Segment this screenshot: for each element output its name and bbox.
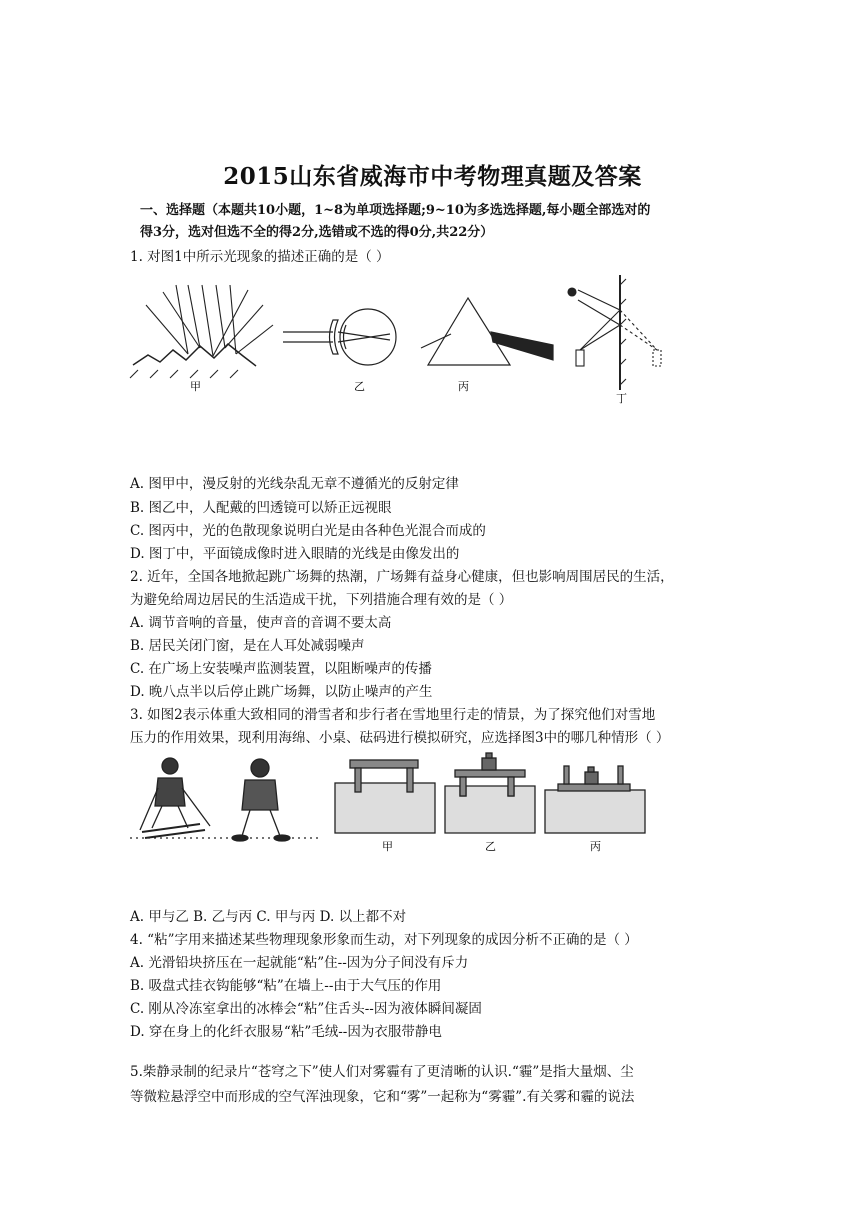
q4-option-d: D. 穿在身上的化纤衣服易“粘”毛绒--因为衣服带静电 <box>130 1024 442 1040</box>
q2-stem-line-1: 2. 近年，全国各地掀起跳广场舞的热潮，广场舞有益身心健康，但也影响周围居民的生活， <box>130 569 674 585</box>
q3-stem-line-1: 3. 如图2表示体重大致相同的滑雪者和步行者在雪地里行走的情景，为了探究他们对雪地 <box>130 707 656 723</box>
q3-figure-label-bing: 丙 <box>590 840 601 853</box>
fig1-ding-plane-mirror <box>568 275 661 390</box>
q1-stem: 1. 对图1中所示光现象的描述正确的是（ ） <box>130 249 390 265</box>
q1-option-d: D. 图丁中，平面镜成像时进入眼睛的光线是由像发出的 <box>130 546 460 562</box>
q2-option-c: C. 在广场上安装噪声监测装置，以阻断噪声的传播 <box>130 661 432 677</box>
section-heading-line-1: 一、选择题（本题共10小题，1~8为单项选择题;9~10为多选选择题,每小题全部选对的 <box>140 203 651 218</box>
page-title: 2015山东省威海市中考物理真题及答案 <box>223 163 642 190</box>
q1-option-a: A. 图甲中，漫反射的光线杂乱无章不遵循光的反射定律 <box>130 476 459 492</box>
fig3-yi-table-with-weight <box>445 753 535 833</box>
q1-option-b: B. 图乙中，人配戴的凹透镜可以矫正远视眼 <box>130 500 392 516</box>
q4-option-a: A. 光滑铅块挤压在一起就能“粘”住--因为分子间没有斥力 <box>130 955 469 971</box>
q4-stem: 4. “粘”字用来描述某些物理现象形象而生动，对下列现象的成因分析不正确的是（ ） <box>130 932 638 948</box>
q4-option-c: C. 刚从冷冻室拿出的冰棒会“粘”住舌头--因为液体瞬间凝固 <box>130 1001 482 1017</box>
q2-option-b: B. 居民关闭门窗，是在人耳处减弱噪声 <box>130 638 365 654</box>
q3-figure-label-jia: 甲 <box>382 840 393 853</box>
q2-stem-line-2: 为避免给周边居民的生活造成干扰，下列措施合理有效的是（ ） <box>130 592 513 608</box>
fig3-jia-table-legs-down <box>335 760 435 833</box>
q3-stem-line-2: 压力的作用效果，现利用海绵、小桌、砝码进行模拟研究，应选择图3中的哪几种情形（ ） <box>130 730 670 746</box>
q2-option-a: A. 调节音响的音量，使声音的音调不要太高 <box>130 615 392 631</box>
q1-figure <box>128 270 668 405</box>
fig1-jia-diffuse-reflection <box>130 285 273 378</box>
q1-figure-label-jia: 甲 <box>190 380 201 393</box>
section-heading-line-2: 得3分，选对但选不全的得2分,选错或不选的得0分,共22分） <box>140 225 494 240</box>
q3-figure <box>130 748 660 858</box>
fig1-bing-prism <box>421 298 553 365</box>
fig3-bing-table-inverted <box>545 766 645 833</box>
fig2-skier-and-walker <box>130 758 320 841</box>
q1-option-c: C. 图丙中，光的色散现象说明白光是由各种色光混合而成的 <box>130 523 486 539</box>
q4-option-b: B. 吸盘式挂衣钩能够“粘”在墙上--由于大气压的作用 <box>130 978 442 994</box>
q1-figure-label-bing: 丙 <box>458 380 469 393</box>
q5-line-2: 等微粒悬浮空中而形成的空气浑浊现象，它和“雾”一起称为“雾霾”.有关雾和霾的说法 <box>130 1089 635 1105</box>
q3-options: A. 甲与乙 B. 乙与丙 C. 甲与丙 D. 以上都不对 <box>130 909 407 925</box>
q1-figure-label-ding: 丁 <box>616 392 627 405</box>
q2-option-d: D. 晚八点半以后停止跳广场舞，以防止噪声的产生 <box>130 684 433 700</box>
q5-line-1: 5.柴静录制的纪录片“苍穹之下”使人们对雾霾有了更清晰的认识.“霾”是指大量烟、尘 <box>130 1064 634 1080</box>
q3-figure-label-yi: 乙 <box>485 840 496 853</box>
section-heading <box>140 200 740 244</box>
fig1-yi-eye-lens <box>283 309 396 365</box>
q1-figure-label-yi: 乙 <box>354 380 365 393</box>
